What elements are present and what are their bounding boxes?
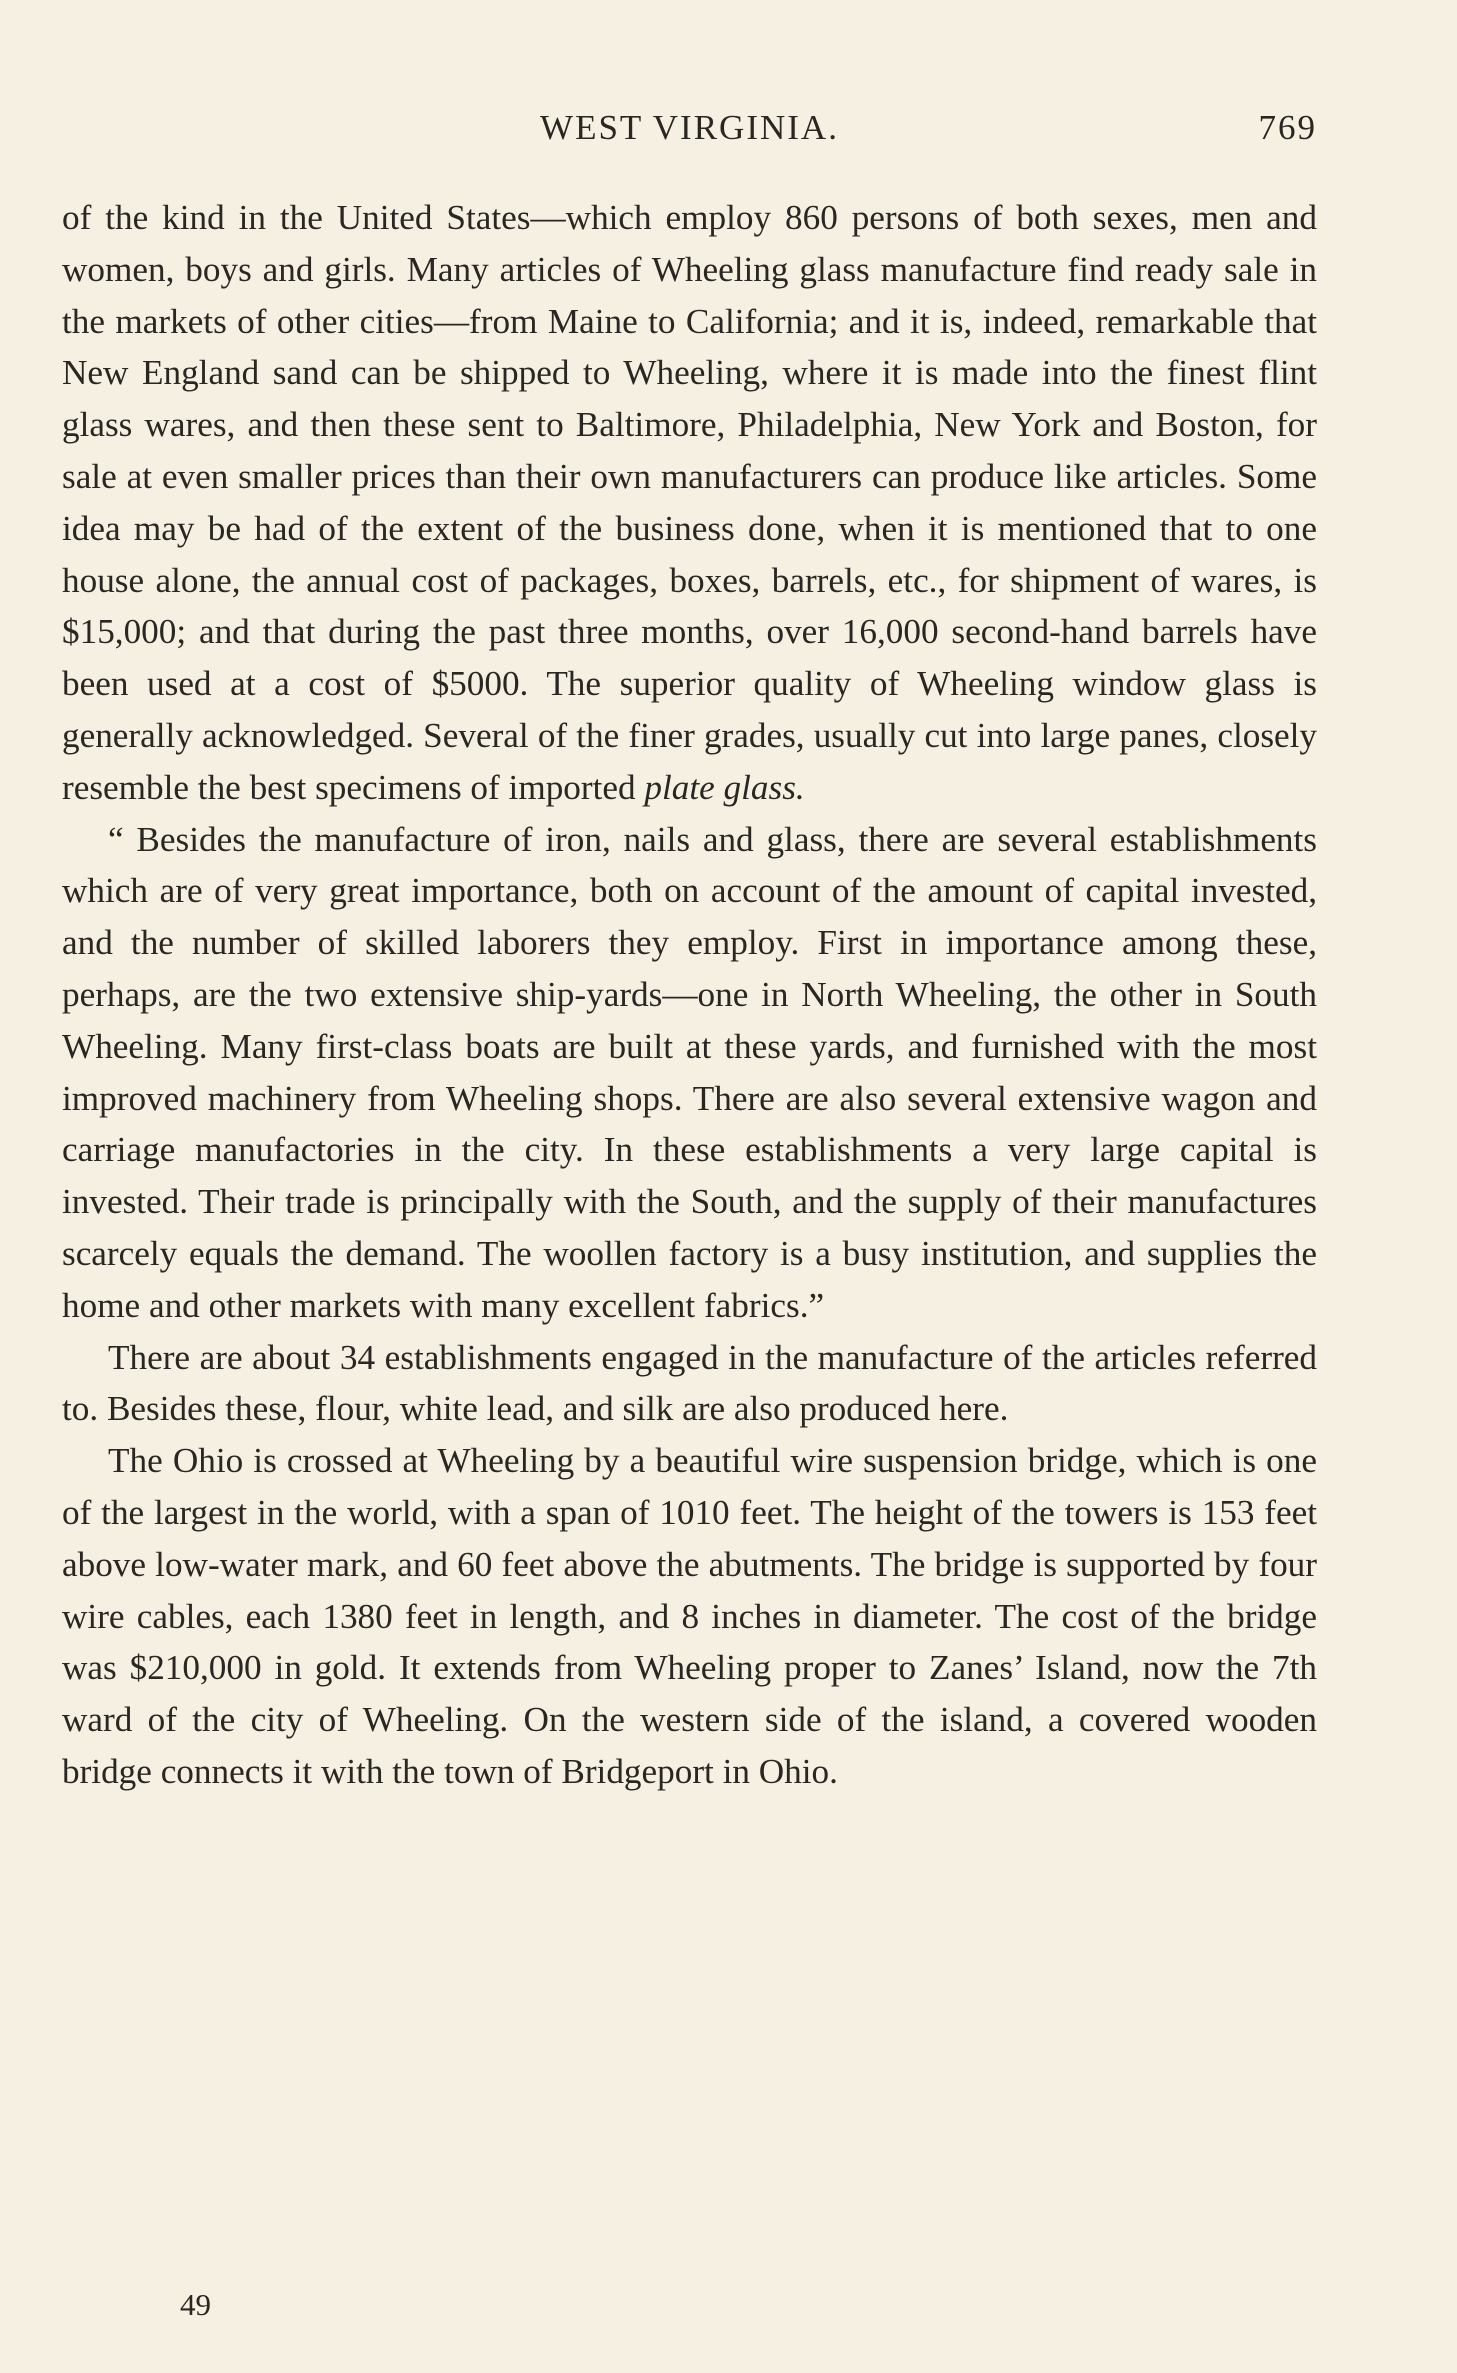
paragraph-glass-manufacture <box>62 192 1317 814</box>
paragraph-establishments-count: There are about 34 establishments engaged in the manufacture of the articles referred to. Besides these, flour, white lead, and silk are also produced here. <box>62 1337 1317 1429</box>
signature-mark: 49 <box>180 2287 211 2322</box>
paragraph-quote-establishments: “ Besides the manufacture of iron, nails and glass, there are several establishments which are of very great importance, both on account of the amount of capital invested, and the number of skilled laborers they employ. First in importance among these, perhaps, are the two extensive ship-yards—one in North Wheeling, the other in South Wheeling. Many first-class boats are built at these yards, and furnished with the most improved machinery from Wheeling shops. There are also several extensive wagon and carriage manufactories in the city. In these establishments a very large capital is invested. Their trade is principally with the South, and the supply of their manufactures scarcely equals the demand. The woollen factory is a busy institution, and supplies the home and other markets with many excellent fabrics.” <box>62 819 1317 1325</box>
paragraph-suspension-bridge: The Ohio is crossed at Wheeling by a beautiful wire suspension bridge, which is one of the largest in the world, with a span of 1010 feet. The height of the towers is 153 feet above low-water mark, and 60 feet above the abutments. The bridge is supported by four wire cables, each 1380 feet in length, and 8 inches in diameter. The cost of the bridge was $210,000 in gold. It extends from Wheeling proper to Zanes’ Island, now the 7th ward of the city of Wheeling. On the western side of the island, a covered wooden bridge connects it with the town of Bridgeport in Ohio. <box>62 1441 1317 1791</box>
running-title: WEST VIRGINIA. <box>540 108 839 147</box>
page-number: 769 <box>1258 108 1317 147</box>
body-text <box>62 192 1317 1798</box>
paragraph-text: of the kind in the United States—which employ 860 persons of both sexes, men and women, boys and girls. Many articles of Wheeling glass manufacture find ready sale in the markets of other cities—from Maine to California; and it is, indeed, remarkable that New England sand can be shipped to Wheeling, where it is made into the finest flint glass wares, and then these sent to Baltimore, Philadelphia, New York and Boston, for sale at even smaller prices than their own manufacturers can produce like articles. Some idea may be had of the extent of the business done, when it is mentioned that to one house alone, the annual cost of packages, boxes, barrels, etc., for shipment of wares, is $15,000; and that during the past three months, over 16,000 second-hand barrels have been used at a cost of $5000. The superior quality of Wheeling window glass is generally acknowledged. Several of the finer grades, usually cut into large panes, closely resemble the best specimens of imported <box>62 198 1317 807</box>
italic-phrase: plate glass. <box>644 767 805 807</box>
page-header <box>62 108 1317 152</box>
